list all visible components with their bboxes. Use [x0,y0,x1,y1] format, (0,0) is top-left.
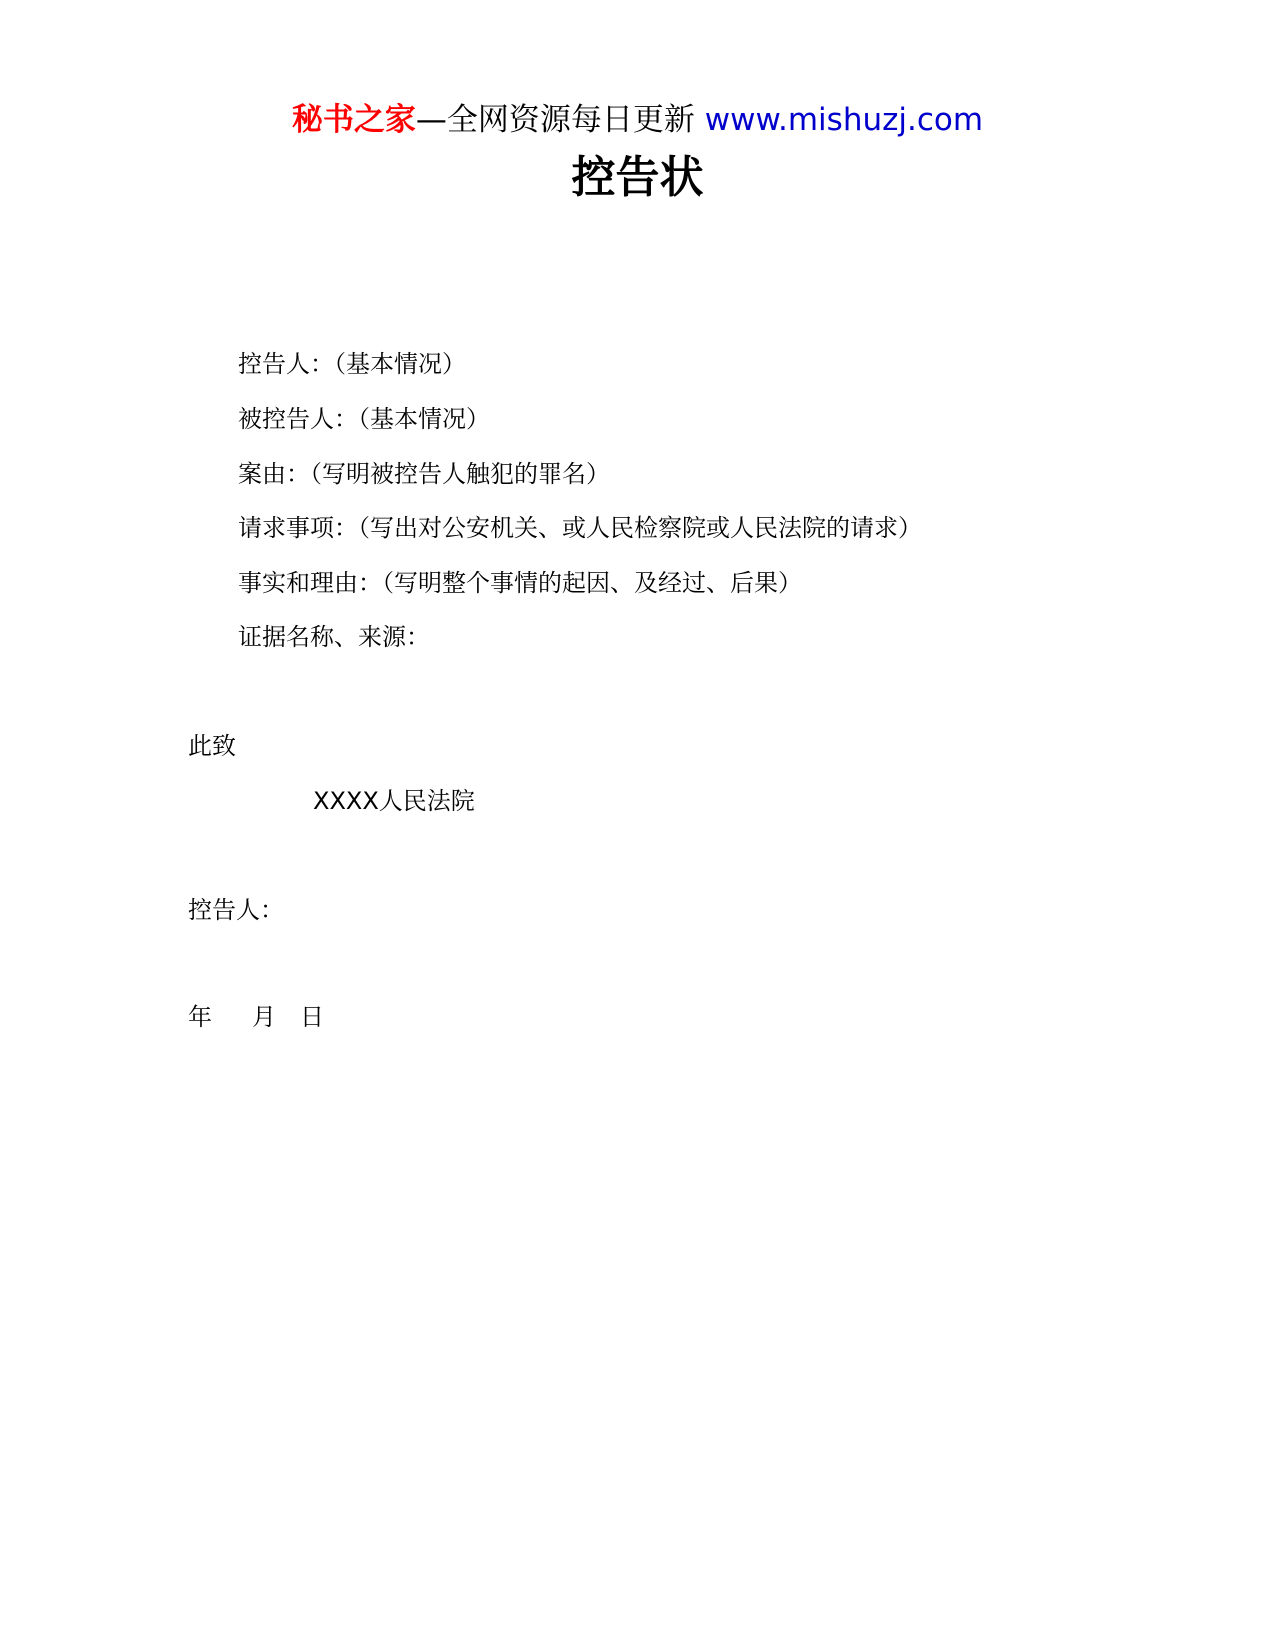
recipient-court: XXXX人民法院 [313,787,475,815]
date-day-label: 日 [300,1003,324,1031]
signature-label: 控告人： [188,896,284,924]
brand-name: 秘书之家 [291,102,416,138]
date-year-label: 年 [188,1003,212,1031]
document-title: 控告状 [571,152,704,203]
field-cause: 案由：（写明被控告人触犯的罪名） [238,460,610,488]
site-url: www.mishuzj.com [704,102,984,138]
field-evidence: 证据名称、来源： [238,623,430,651]
date-line [188,1001,324,1033]
closing-salutation: 此致 [188,732,236,760]
field-request: 请求事项：（写出对公安机关、或人民检察院或人民法院的请求） [238,514,922,542]
date-month-label: 月 [252,1003,276,1031]
field-respondent: 被控告人：（基本情况） [238,405,490,433]
field-complainant: 控告人：（基本情况） [238,350,466,378]
field-facts-and-reasons: 事实和理由：（写明整个事情的起因、及经过、后果） [238,569,802,597]
site-header [0,100,1275,140]
header-tagline: —全网资源每日更新 [415,102,695,138]
